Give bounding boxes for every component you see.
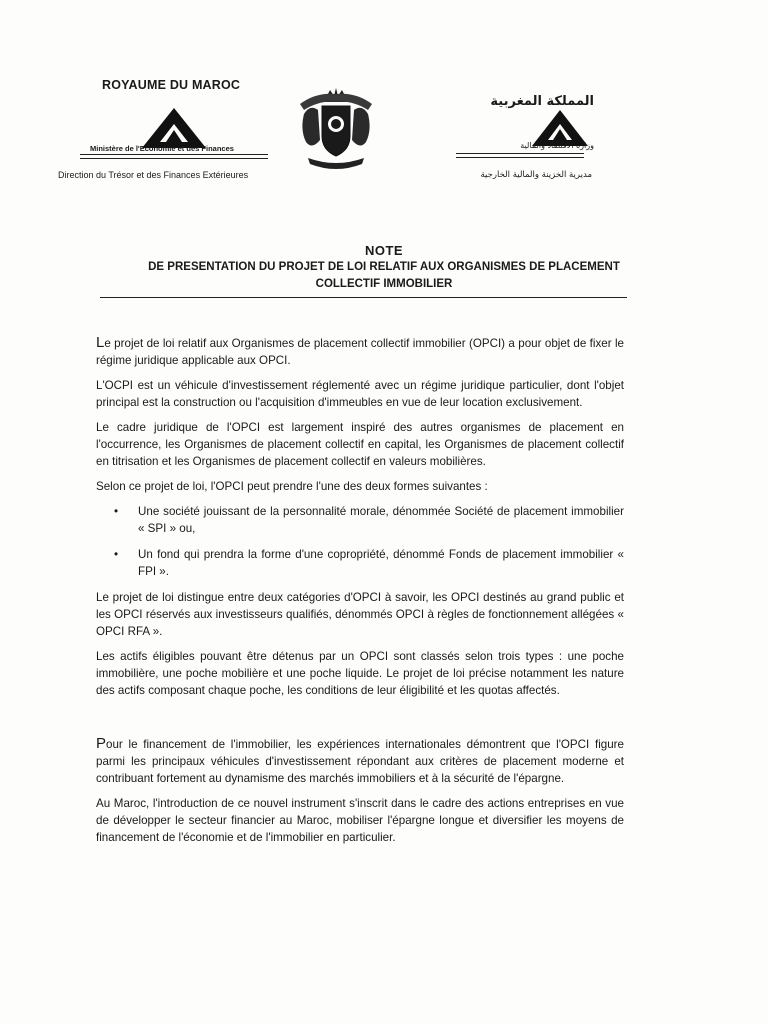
kingdom-name-ar: المملكة المغربية bbox=[490, 94, 594, 109]
direction-name-ar: مديرية الخزينة والمالية الخارجية bbox=[480, 170, 592, 180]
list-item bbox=[96, 503, 624, 537]
header-rule-right-1 bbox=[456, 153, 584, 154]
paragraph-4: Selon ce projet de loi, l'OPCI peut prendre l'une des deux formes suivantes : bbox=[96, 480, 488, 493]
document-body bbox=[96, 334, 624, 854]
header-rule-left-1 bbox=[80, 154, 268, 155]
bullet-icon: • bbox=[114, 548, 119, 561]
paragraph-1-initial: L bbox=[96, 334, 105, 351]
paragraph-1 bbox=[96, 334, 624, 369]
paragraph-2: L'OCPI est un véhicule d'investissement réglementé avec un régime juridique particulier, dont l'objet principal est la construction ou l'acquisition d'immeubles en vue de leur location exclusivement. bbox=[96, 379, 624, 409]
section-spacer bbox=[96, 707, 624, 735]
ministry-name-ar: وزارة الاقتصاد والمالية bbox=[520, 141, 594, 150]
title-underline bbox=[100, 297, 627, 298]
list-item-text: Une société jouissant de la personnalité morale, dénommée Société de placement immobilier « SPI » ou, bbox=[138, 505, 624, 535]
list-item bbox=[96, 546, 624, 580]
royal-coat-of-arms-emblem bbox=[296, 84, 376, 174]
paragraph-8: Au Maroc, l'introduction de ce nouvel instrument s'inscrit dans le cadre des actions entreprises en vue de développer le secteur financier au Maroc, mobiliser l'épargne longue et diversifier les moyens de financement de l'économie et de l'immobilier en particulier. bbox=[96, 797, 624, 844]
bullet-list bbox=[96, 503, 624, 580]
bullet-icon: • bbox=[114, 505, 119, 518]
header-right bbox=[452, 94, 612, 194]
paragraph-3: Le cadre juridique de l'OPCI est largement inspiré des autres organismes de placement en l'occurrence, les Organismes de placement collectif en capital, les Organismes de placement collectif en titrisation et les Organismes de placement collectif en valeurs mobilières. bbox=[96, 421, 624, 468]
paragraph-1-text: e projet de loi relatif aux Organismes de placement collectif immobilier (OPCI) a pour objet de fixer le régime juridique applicable aux OPCI. bbox=[96, 337, 624, 367]
title-line-2: DE PRESENTATION DU PROJET DE LOI RELATIF AUX ORGANISMES DE PLACEMENT bbox=[148, 261, 620, 273]
document-title bbox=[96, 242, 672, 293]
title-line-note: NOTE bbox=[364, 243, 404, 258]
list-item-text: Un fond qui prendra la forme d'une copropriété, dénommé Fonds de placement immobilier « FPI ». bbox=[138, 548, 624, 578]
paragraph-7-initial: P bbox=[96, 735, 107, 752]
ministry-name-fr: Ministère de l'Economie et des Finances bbox=[90, 144, 234, 153]
paragraph-7 bbox=[96, 735, 624, 787]
header-rule-right-2 bbox=[456, 157, 584, 158]
paragraph-5: Le projet de loi distingue entre deux catégories d'OPCI à savoir, les OPCI destinés au grand public et les OPCI réservés aux investisseurs qualifiés, dénommés OPCI à règles de fonctionnement allégées « OPCI RFA ». bbox=[96, 591, 624, 638]
paragraph-7-text: our le financement de l'immobilier, les expériences internationales démontrent que l'OPCI figure parmi les principaux véhicules d'investissement répondant aux critères de placement moderne et contribuant fortement au dynamisme des marchés immobiliers et à la sécurité de l'épargne. bbox=[96, 738, 624, 785]
paragraph-6: Les actifs éligibles pouvant être détenus par un OPCI sont classés selon trois types : une poche immobilière, une poche mobilière et une poche liquide. Le projet de loi précise notamment les nature des actifs composant chaque poche, les conditions de leur éligibilité et les quotas affectés. bbox=[96, 650, 624, 697]
ministry-logo-left bbox=[134, 102, 214, 162]
direction-name-fr: Direction du Trésor et des Finances Extérieures bbox=[58, 170, 249, 180]
kingdom-name-fr: ROYAUME DU MAROC bbox=[102, 78, 241, 92]
header-rule-left-2 bbox=[80, 158, 268, 159]
title-line-3: COLLECTIF IMMOBILIER bbox=[315, 278, 453, 290]
